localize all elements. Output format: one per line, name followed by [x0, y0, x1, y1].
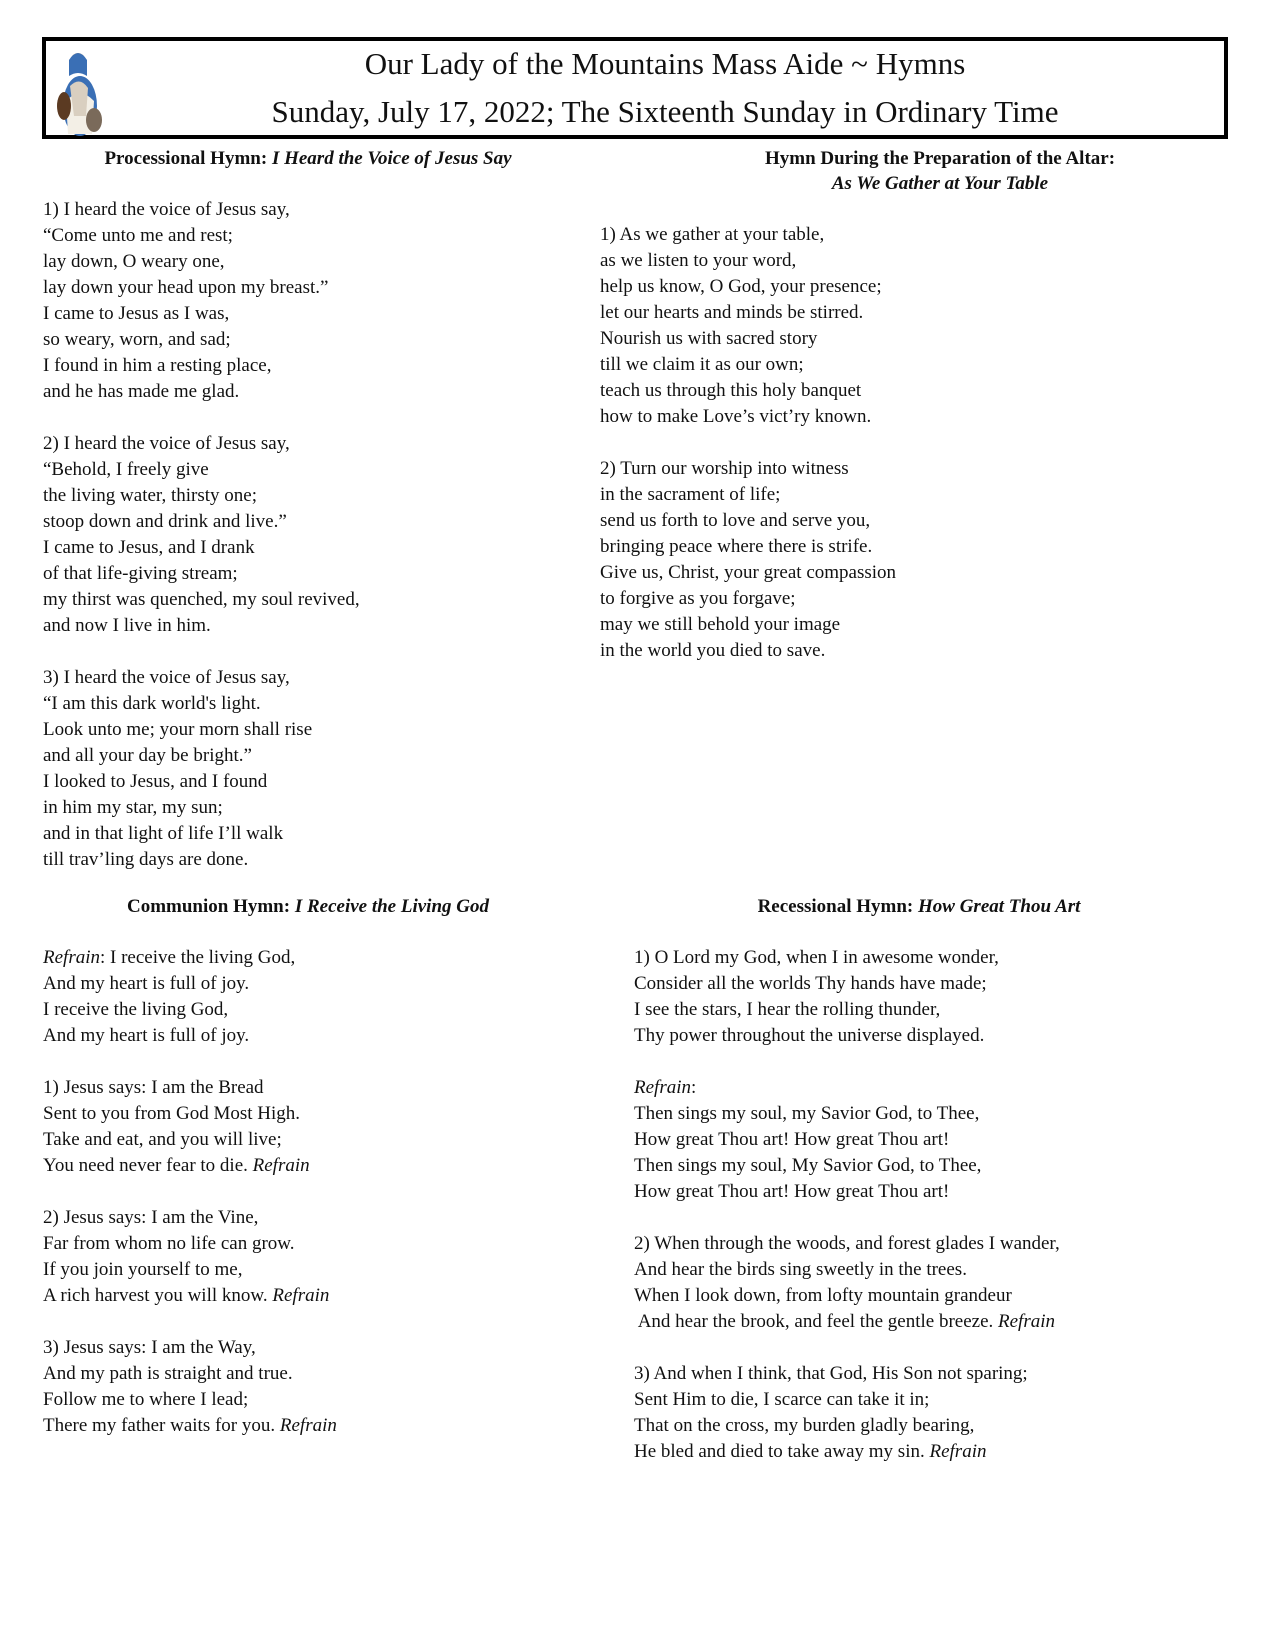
- lyric-line: Sent to you from God Most High.: [43, 1103, 301, 1124]
- lyric-line: Consider all the worlds Thy hands have made;: [634, 973, 987, 994]
- lyric-line: may we still behold your image: [600, 614, 841, 635]
- lyric-line: till trav’ling days are done.: [43, 849, 249, 870]
- preparation-heading: [600, 146, 1230, 196]
- recessional-refrain: [634, 1075, 1234, 1205]
- refrain-cue: Refrain: [998, 1311, 1056, 1332]
- lyric-line: A rich harvest you will know.: [43, 1285, 273, 1306]
- refrain-cue: Refrain: [929, 1441, 987, 1462]
- lyric-line: And my path is straight and true.: [43, 1363, 293, 1384]
- processional-verse-3: [43, 665, 573, 873]
- lyric-line: and he has made me glad.: [43, 381, 240, 402]
- lyric-line: I receive the living God,: [43, 999, 229, 1020]
- communion-hymn: [43, 894, 573, 1439]
- refrain-cue: Refrain: [272, 1285, 330, 1306]
- lyric-line: in the world you died to save.: [600, 640, 826, 661]
- lyric-line: 1) I heard the voice of Jesus say,: [43, 199, 290, 220]
- recessional-verse-1: [634, 945, 1234, 1049]
- processional-hymn: [43, 146, 573, 873]
- lyric-line: If you join yourself to me,: [43, 1259, 243, 1280]
- communion-verse-3: [43, 1335, 573, 1439]
- processional-label: Processional Hymn:: [104, 148, 272, 169]
- lyric-line: “Come unto me and rest;: [43, 225, 233, 246]
- lyric-line: How great Thou art! How great Thou art!: [634, 1129, 950, 1150]
- lyric-line: I looked to Jesus, and I found: [43, 771, 268, 792]
- recessional-verse-2: [634, 1231, 1234, 1335]
- lyric-line: teach us through this holy banquet: [600, 380, 862, 401]
- lyric-line: Far from whom no life can grow.: [43, 1233, 295, 1254]
- lyric-line: in him my star, my sun;: [43, 797, 223, 818]
- lyric-line: lay down, O weary one,: [43, 251, 225, 272]
- lyric-line: And my heart is full of joy.: [43, 973, 250, 994]
- lyric-line: bringing peace where there is strife.: [600, 536, 873, 557]
- lyric-line: I see the stars, I hear the rolling thunder,: [634, 999, 941, 1020]
- refrain-label: Refrain: [634, 1077, 691, 1098]
- lyric-line: He bled and died to take away my sin.: [634, 1441, 930, 1462]
- communion-title: I Receive the Living God: [294, 896, 490, 917]
- lyric-line: my thirst was quenched, my soul revived,: [43, 589, 360, 610]
- preparation-label: Hymn During the Preparation of the Altar:: [764, 148, 1116, 169]
- lyric-line: 2) When through the woods, and forest glades I wander,: [634, 1233, 1060, 1254]
- lyric-line: and now I live in him.: [43, 615, 211, 636]
- lyric-line: Thy power throughout the universe displayed.: [634, 1025, 985, 1046]
- lyric-line: “Behold, I freely give: [43, 459, 209, 480]
- processional-title: I Heard the Voice of Jesus Say: [271, 148, 512, 169]
- lyric-line: till we claim it as our own;: [600, 354, 804, 375]
- lyric-line: and in that light of life I’ll walk: [43, 823, 284, 844]
- lyric-line: And hear the brook, and feel the gentle breeze.: [634, 1311, 999, 1332]
- preparation-title: As We Gather at Your Table: [831, 173, 1049, 194]
- lyric-line: “I am this dark world's light.: [43, 693, 261, 714]
- lyric-line: I found in him a resting place,: [43, 355, 272, 376]
- lyric-line: I came to Jesus, and I drank: [43, 537, 255, 558]
- refrain-cue: Refrain: [279, 1415, 337, 1436]
- lyric-line: Take and eat, and you will live;: [43, 1129, 282, 1150]
- communion-verse-1: [43, 1075, 573, 1179]
- lyric-line: 2) Turn our worship into witness: [600, 458, 849, 479]
- recessional-heading: [604, 894, 1234, 919]
- lyric-line: help us know, O God, your presence;: [600, 276, 882, 297]
- lyric-line: 1) O Lord my God, when I in awesome wonder,: [634, 947, 999, 968]
- lyric-line: Then sings my soul, My Savior God, to Thee,: [634, 1155, 982, 1176]
- refrain-label: Refrain: [43, 947, 100, 968]
- lyric-line: the living water, thirsty one;: [43, 485, 258, 506]
- header-box: [42, 37, 1228, 139]
- lyric-line: 2) Jesus says: I am the Vine,: [43, 1207, 259, 1228]
- communion-heading: [43, 894, 573, 919]
- preparation-verse-2: [600, 456, 1230, 664]
- page-subtitle: Sunday, July 17, 2022; The Sixteenth Sunday in Ordinary Time: [271, 94, 1059, 129]
- lyric-line: in the sacrament of life;: [600, 484, 781, 505]
- processional-verse-1: [43, 197, 573, 405]
- recessional-label: Recessional Hymn:: [757, 896, 918, 917]
- lyric-line: : I receive the living God,: [100, 947, 296, 968]
- preparation-verse-1: [600, 222, 1230, 430]
- lyric-line: Give us, Christ, your great compassion: [600, 562, 897, 583]
- lyric-line: as we listen to your word,: [600, 250, 797, 271]
- processional-heading: [43, 146, 573, 171]
- lyric-line: 2) I heard the voice of Jesus say,: [43, 433, 290, 454]
- preparation-hymn: [600, 146, 1230, 664]
- recessional-title: How Great Thou Art: [918, 896, 1081, 917]
- lyric-line: 3) And when I think, that God, His Son not sparing;: [634, 1363, 1028, 1384]
- lyric-line: stoop down and drink and live.”: [43, 511, 287, 532]
- lyric-line: I came to Jesus as I was,: [43, 303, 230, 324]
- lyric-line: Sent Him to die, I scarce can take it in;: [634, 1389, 930, 1410]
- refrain-cue: Refrain: [252, 1155, 310, 1176]
- processional-verse-2: [43, 431, 573, 639]
- madonna-logo-icon: [52, 46, 108, 138]
- lyric-line: Nourish us with sacred story: [600, 328, 818, 349]
- lyric-line: And hear the birds sing sweetly in the trees.: [634, 1259, 967, 1280]
- lyric-line: of that life-giving stream;: [43, 563, 238, 584]
- lyric-line: Look unto me; your morn shall rise: [43, 719, 313, 740]
- lyric-line: 1) Jesus says: I am the Bread: [43, 1077, 264, 1098]
- lyric-line: send us forth to love and serve you,: [600, 510, 871, 531]
- lyric-line: 3) I heard the voice of Jesus say,: [43, 667, 290, 688]
- lyric-line: There my father waits for you.: [43, 1415, 280, 1436]
- lyric-line: You need never fear to die.: [43, 1155, 253, 1176]
- lyric-line: Then sings my soul, my Savior God, to Thee,: [634, 1103, 980, 1124]
- recessional-hymn: [634, 894, 1234, 1465]
- communion-verse-2: [43, 1205, 573, 1309]
- lyric-line: Follow me to where I lead;: [43, 1389, 249, 1410]
- lyric-line: so weary, worn, and sad;: [43, 329, 231, 350]
- lyric-line: 3) Jesus says: I am the Way,: [43, 1337, 256, 1358]
- lyric-line: When I look down, from lofty mountain grandeur: [634, 1285, 1012, 1306]
- lyric-line: How great Thou art! How great Thou art!: [634, 1181, 950, 1202]
- lyric-line: how to make Love’s vict’ry known.: [600, 406, 872, 427]
- communion-label: Communion Hymn:: [126, 896, 295, 917]
- refrain-colon: :: [691, 1077, 697, 1098]
- page-title: Our Lady of the Mountains Mass Aide ~ Hymns: [364, 46, 966, 81]
- lyric-line: That on the cross, my burden gladly bearing,: [634, 1415, 975, 1436]
- lyric-line: to forgive as you forgave;: [600, 588, 796, 609]
- recessional-verse-3: [634, 1361, 1234, 1465]
- lyric-line: 1) As we gather at your table,: [600, 224, 825, 245]
- lyric-line: and all your day be bright.”: [43, 745, 252, 766]
- lyric-line: let our hearts and minds be stirred.: [600, 302, 864, 323]
- communion-refrain: [43, 945, 573, 1049]
- lyric-line: And my heart is full of joy.: [43, 1025, 250, 1046]
- lyric-line: lay down your head upon my breast.”: [43, 277, 329, 298]
